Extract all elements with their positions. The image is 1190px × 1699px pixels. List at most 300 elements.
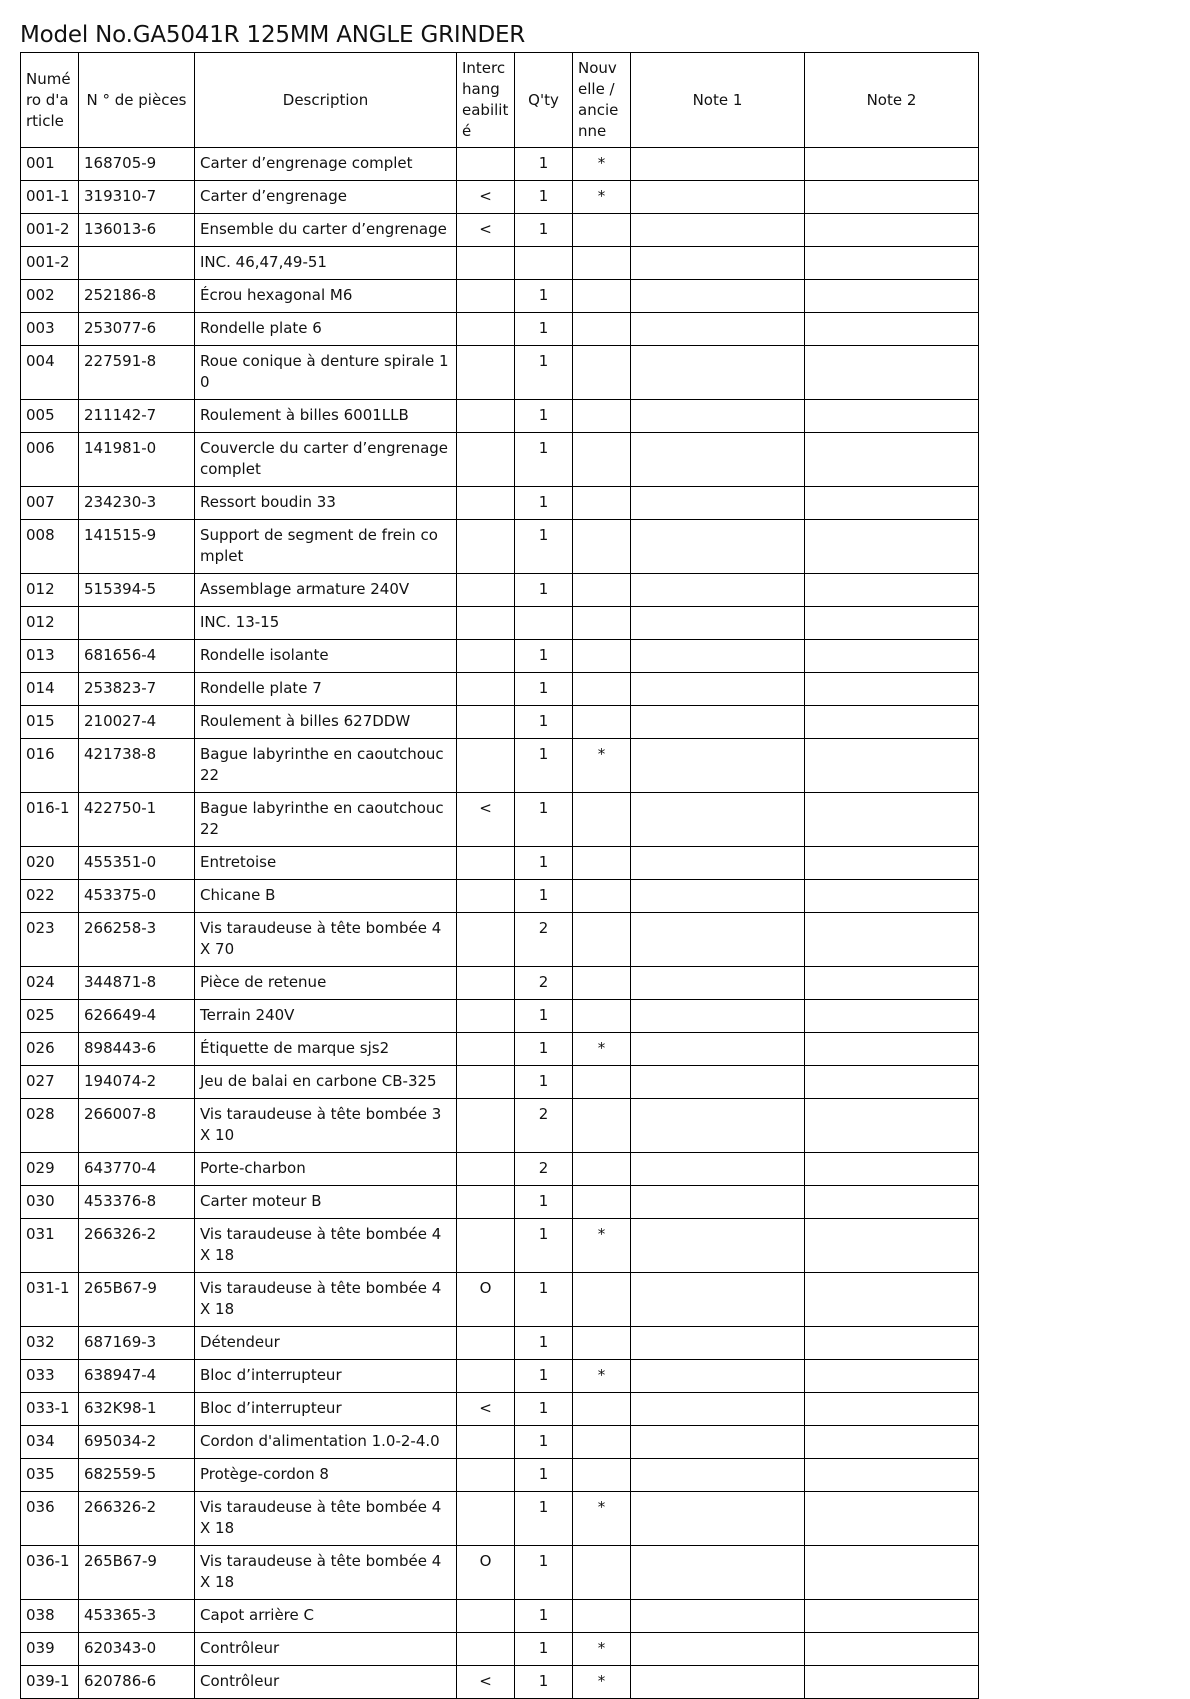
cell-note-1 bbox=[631, 346, 805, 400]
cell-item-no: 036-1 bbox=[21, 1546, 79, 1600]
cell-description: Protège-cordon 8 bbox=[195, 1459, 457, 1492]
cell-note-1 bbox=[631, 1360, 805, 1393]
cell-qty: 1 bbox=[515, 181, 573, 214]
cell-interchangeability bbox=[457, 148, 515, 181]
cell-qty: 1 bbox=[515, 148, 573, 181]
cell-note-2 bbox=[805, 346, 979, 400]
table-row bbox=[21, 739, 979, 793]
cell-new-old bbox=[573, 1273, 631, 1327]
table-row bbox=[21, 913, 979, 967]
cell-item-no: 008 bbox=[21, 520, 79, 574]
cell-note-2 bbox=[805, 1600, 979, 1633]
cell-description: Pièce de retenue bbox=[195, 967, 457, 1000]
cell-qty: 1 bbox=[515, 880, 573, 913]
table-row bbox=[21, 1600, 979, 1633]
table-row bbox=[21, 1546, 979, 1600]
cell-note-2 bbox=[805, 1393, 979, 1426]
table-row bbox=[21, 967, 979, 1000]
cell-new-old bbox=[573, 640, 631, 673]
cell-description: Bague labyrinthe en caoutchouc 22 bbox=[195, 739, 457, 793]
cell-description: Ressort boudin 33 bbox=[195, 487, 457, 520]
cell-description: Support de segment de frein co mplet bbox=[195, 520, 457, 574]
cell-part-no: 422750-1 bbox=[79, 793, 195, 847]
cell-item-no: 016-1 bbox=[21, 793, 79, 847]
cell-interchangeability bbox=[457, 433, 515, 487]
cell-interchangeability bbox=[457, 1153, 515, 1186]
table-row bbox=[21, 880, 979, 913]
table-row bbox=[21, 847, 979, 880]
cell-qty: 1 bbox=[515, 1186, 573, 1219]
table-row bbox=[21, 1186, 979, 1219]
header-note-2: Note 2 bbox=[805, 53, 979, 148]
cell-interchangeability bbox=[457, 346, 515, 400]
table-row bbox=[21, 148, 979, 181]
cell-description: Terrain 240V bbox=[195, 1000, 457, 1033]
cell-item-no: 026 bbox=[21, 1033, 79, 1066]
cell-description: Vis taraudeuse à tête bombée 3X 10 bbox=[195, 1099, 457, 1153]
cell-interchangeability bbox=[457, 1327, 515, 1360]
cell-new-old: * bbox=[573, 1492, 631, 1546]
cell-description: Roulement à billes 627DDW bbox=[195, 706, 457, 739]
cell-item-no: 005 bbox=[21, 400, 79, 433]
table-row bbox=[21, 793, 979, 847]
cell-item-no: 029 bbox=[21, 1153, 79, 1186]
cell-new-old bbox=[573, 1600, 631, 1633]
cell-item-no: 014 bbox=[21, 673, 79, 706]
cell-part-no: 638947-4 bbox=[79, 1360, 195, 1393]
cell-note-1 bbox=[631, 148, 805, 181]
cell-note-2 bbox=[805, 1099, 979, 1153]
table-row bbox=[21, 313, 979, 346]
cell-item-no: 015 bbox=[21, 706, 79, 739]
cell-description: Assemblage armature 240V bbox=[195, 574, 457, 607]
cell-description: Roulement à billes 6001LLB bbox=[195, 400, 457, 433]
cell-part-no: 141515-9 bbox=[79, 520, 195, 574]
cell-description: Couvercle du carter d’engrenage complet bbox=[195, 433, 457, 487]
cell-note-2 bbox=[805, 520, 979, 574]
cell-new-old bbox=[573, 1153, 631, 1186]
cell-note-1 bbox=[631, 487, 805, 520]
cell-qty: 1 bbox=[515, 673, 573, 706]
cell-part-no bbox=[79, 247, 195, 280]
cell-interchangeability bbox=[457, 1066, 515, 1099]
cell-interchangeability bbox=[457, 607, 515, 640]
cell-qty: 1 bbox=[515, 433, 573, 487]
cell-part-no: 266007-8 bbox=[79, 1099, 195, 1153]
cell-qty: 1 bbox=[515, 706, 573, 739]
cell-part-no: 319310-7 bbox=[79, 181, 195, 214]
cell-note-1 bbox=[631, 1546, 805, 1600]
cell-new-old: * bbox=[573, 1219, 631, 1273]
cell-part-no: 682559-5 bbox=[79, 1459, 195, 1492]
cell-description: Écrou hexagonal M6 bbox=[195, 280, 457, 313]
cell-note-1 bbox=[631, 847, 805, 880]
table-row bbox=[21, 214, 979, 247]
cell-description: INC. 13-15 bbox=[195, 607, 457, 640]
parts-table-body bbox=[21, 148, 979, 1699]
table-row bbox=[21, 706, 979, 739]
cell-part-no: 455351-0 bbox=[79, 847, 195, 880]
cell-qty: 1 bbox=[515, 1000, 573, 1033]
cell-new-old bbox=[573, 1186, 631, 1219]
cell-qty: 1 bbox=[515, 1273, 573, 1327]
cell-note-2 bbox=[805, 1327, 979, 1360]
cell-note-1 bbox=[631, 673, 805, 706]
cell-note-2 bbox=[805, 1273, 979, 1327]
table-row bbox=[21, 433, 979, 487]
cell-new-old: * bbox=[573, 181, 631, 214]
cell-interchangeability bbox=[457, 1633, 515, 1666]
cell-part-no: 252186-8 bbox=[79, 280, 195, 313]
cell-part-no: 253823-7 bbox=[79, 673, 195, 706]
cell-interchangeability bbox=[457, 913, 515, 967]
cell-note-2 bbox=[805, 913, 979, 967]
cell-item-no: 036 bbox=[21, 1492, 79, 1546]
cell-new-old bbox=[573, 607, 631, 640]
cell-part-no: 266326-2 bbox=[79, 1492, 195, 1546]
cell-part-no: 453376-8 bbox=[79, 1186, 195, 1219]
cell-note-1 bbox=[631, 1186, 805, 1219]
cell-note-1 bbox=[631, 793, 805, 847]
cell-qty: 1 bbox=[515, 1327, 573, 1360]
cell-qty: 1 bbox=[515, 847, 573, 880]
header-new-old: Nouv elle / ancie nne bbox=[573, 53, 631, 148]
cell-item-no: 006 bbox=[21, 433, 79, 487]
cell-item-no: 034 bbox=[21, 1426, 79, 1459]
cell-qty: 1 bbox=[515, 1033, 573, 1066]
cell-description: Rondelle plate 6 bbox=[195, 313, 457, 346]
cell-description: Roue conique à denture spirale 1 0 bbox=[195, 346, 457, 400]
cell-item-no: 039-1 bbox=[21, 1666, 79, 1699]
cell-note-2 bbox=[805, 148, 979, 181]
table-row bbox=[21, 1066, 979, 1099]
cell-qty: 2 bbox=[515, 1099, 573, 1153]
cell-note-1 bbox=[631, 313, 805, 346]
table-row bbox=[21, 1492, 979, 1546]
cell-description: Ensemble du carter d’engrenage bbox=[195, 214, 457, 247]
cell-part-no: 632K98-1 bbox=[79, 1393, 195, 1426]
cell-description: Étiquette de marque sjs2 bbox=[195, 1033, 457, 1066]
cell-note-1 bbox=[631, 1459, 805, 1492]
table-row bbox=[21, 487, 979, 520]
cell-note-2 bbox=[805, 1219, 979, 1273]
cell-part-no: 898443-6 bbox=[79, 1033, 195, 1066]
cell-new-old bbox=[573, 1000, 631, 1033]
cell-part-no: 253077-6 bbox=[79, 313, 195, 346]
cell-item-no: 001-1 bbox=[21, 181, 79, 214]
cell-interchangeability: O bbox=[457, 1273, 515, 1327]
cell-description: Carter moteur B bbox=[195, 1186, 457, 1219]
cell-item-no: 023 bbox=[21, 913, 79, 967]
table-row bbox=[21, 1099, 979, 1153]
cell-new-old bbox=[573, 913, 631, 967]
cell-interchangeability: < bbox=[457, 793, 515, 847]
cell-qty: 1 bbox=[515, 640, 573, 673]
cell-qty: 2 bbox=[515, 967, 573, 1000]
cell-note-1 bbox=[631, 913, 805, 967]
cell-item-no: 038 bbox=[21, 1600, 79, 1633]
cell-interchangeability bbox=[457, 487, 515, 520]
cell-qty: 1 bbox=[515, 1426, 573, 1459]
cell-interchangeability: < bbox=[457, 214, 515, 247]
cell-note-1 bbox=[631, 1033, 805, 1066]
cell-note-2 bbox=[805, 1492, 979, 1546]
cell-note-2 bbox=[805, 574, 979, 607]
cell-interchangeability bbox=[457, 640, 515, 673]
cell-interchangeability bbox=[457, 1492, 515, 1546]
cell-new-old bbox=[573, 1393, 631, 1426]
cell-new-old bbox=[573, 520, 631, 574]
cell-new-old: * bbox=[573, 1360, 631, 1393]
cell-note-1 bbox=[631, 706, 805, 739]
cell-description: Rondelle isolante bbox=[195, 640, 457, 673]
cell-note-2 bbox=[805, 487, 979, 520]
cell-item-no: 031-1 bbox=[21, 1273, 79, 1327]
cell-item-no: 032 bbox=[21, 1327, 79, 1360]
table-row bbox=[21, 1273, 979, 1327]
cell-qty: 1 bbox=[515, 1219, 573, 1273]
cell-interchangeability bbox=[457, 1000, 515, 1033]
cell-item-no: 033-1 bbox=[21, 1393, 79, 1426]
table-row bbox=[21, 400, 979, 433]
cell-description: Cordon d'alimentation 1.0-2-4.0 bbox=[195, 1426, 457, 1459]
cell-new-old bbox=[573, 1459, 631, 1492]
cell-interchangeability bbox=[457, 673, 515, 706]
cell-note-2 bbox=[805, 400, 979, 433]
cell-interchangeability: < bbox=[457, 181, 515, 214]
cell-interchangeability bbox=[457, 400, 515, 433]
cell-note-2 bbox=[805, 640, 979, 673]
cell-description: Chicane B bbox=[195, 880, 457, 913]
cell-part-no: 234230-3 bbox=[79, 487, 195, 520]
cell-qty: 1 bbox=[515, 280, 573, 313]
cell-qty: 1 bbox=[515, 793, 573, 847]
cell-interchangeability bbox=[457, 520, 515, 574]
cell-description: Carter d’engrenage bbox=[195, 181, 457, 214]
cell-note-1 bbox=[631, 280, 805, 313]
table-row bbox=[21, 640, 979, 673]
cell-note-2 bbox=[805, 1426, 979, 1459]
cell-part-no: 421738-8 bbox=[79, 739, 195, 793]
cell-new-old bbox=[573, 1426, 631, 1459]
table-row bbox=[21, 1360, 979, 1393]
table-row bbox=[21, 1666, 979, 1699]
cell-note-1 bbox=[631, 739, 805, 793]
cell-interchangeability bbox=[457, 1426, 515, 1459]
cell-item-no: 027 bbox=[21, 1066, 79, 1099]
cell-part-no: 266326-2 bbox=[79, 1219, 195, 1273]
table-row bbox=[21, 1393, 979, 1426]
cell-part-no: 515394-5 bbox=[79, 574, 195, 607]
cell-note-2 bbox=[805, 433, 979, 487]
cell-item-no: 003 bbox=[21, 313, 79, 346]
cell-part-no: 266258-3 bbox=[79, 913, 195, 967]
cell-note-1 bbox=[631, 1426, 805, 1459]
table-row bbox=[21, 1153, 979, 1186]
cell-part-no: 620343-0 bbox=[79, 1633, 195, 1666]
cell-part-no: 453375-0 bbox=[79, 880, 195, 913]
cell-description: Contrôleur bbox=[195, 1666, 457, 1699]
cell-part-no: 453365-3 bbox=[79, 1600, 195, 1633]
cell-note-2 bbox=[805, 280, 979, 313]
cell-new-old bbox=[573, 433, 631, 487]
cell-item-no: 033 bbox=[21, 1360, 79, 1393]
cell-description: Vis taraudeuse à tête bombée 4X 18 bbox=[195, 1273, 457, 1327]
cell-qty: 1 bbox=[515, 313, 573, 346]
cell-new-old bbox=[573, 313, 631, 346]
cell-item-no: 031 bbox=[21, 1219, 79, 1273]
cell-note-1 bbox=[631, 1153, 805, 1186]
cell-note-2 bbox=[805, 1633, 979, 1666]
cell-part-no: 210027-4 bbox=[79, 706, 195, 739]
cell-note-2 bbox=[805, 1666, 979, 1699]
cell-note-2 bbox=[805, 1546, 979, 1600]
cell-qty: 1 bbox=[515, 346, 573, 400]
cell-interchangeability bbox=[457, 1033, 515, 1066]
cell-description: Capot arrière C bbox=[195, 1600, 457, 1633]
cell-part-no: 194074-2 bbox=[79, 1066, 195, 1099]
cell-qty: 1 bbox=[515, 1633, 573, 1666]
cell-note-1 bbox=[631, 1000, 805, 1033]
table-header-row bbox=[21, 53, 979, 148]
cell-note-1 bbox=[631, 247, 805, 280]
cell-new-old: * bbox=[573, 1666, 631, 1699]
cell-item-no: 024 bbox=[21, 967, 79, 1000]
cell-note-1 bbox=[631, 1393, 805, 1426]
cell-description: Jeu de balai en carbone CB-325 bbox=[195, 1066, 457, 1099]
cell-part-no bbox=[79, 607, 195, 640]
cell-new-old bbox=[573, 793, 631, 847]
cell-note-1 bbox=[631, 640, 805, 673]
table-row bbox=[21, 1459, 979, 1492]
cell-item-no: 020 bbox=[21, 847, 79, 880]
cell-qty: 2 bbox=[515, 1153, 573, 1186]
header-part-no: N ° de pièces bbox=[79, 53, 195, 148]
cell-qty: 1 bbox=[515, 1546, 573, 1600]
cell-interchangeability bbox=[457, 847, 515, 880]
cell-qty: 1 bbox=[515, 1360, 573, 1393]
cell-qty bbox=[515, 247, 573, 280]
cell-description: Carter d’engrenage complet bbox=[195, 148, 457, 181]
cell-interchangeability: O bbox=[457, 1546, 515, 1600]
cell-part-no: 695034-2 bbox=[79, 1426, 195, 1459]
cell-item-no: 007 bbox=[21, 487, 79, 520]
cell-new-old bbox=[573, 880, 631, 913]
cell-description: Porte-charbon bbox=[195, 1153, 457, 1186]
cell-note-1 bbox=[631, 880, 805, 913]
cell-description: Vis taraudeuse à tête bombée 4X 18 bbox=[195, 1219, 457, 1273]
cell-item-no: 035 bbox=[21, 1459, 79, 1492]
cell-item-no: 022 bbox=[21, 880, 79, 913]
header-qty: Q'ty bbox=[515, 53, 573, 148]
cell-qty: 1 bbox=[515, 1600, 573, 1633]
cell-description: Vis taraudeuse à tête bombée 4X 18 bbox=[195, 1492, 457, 1546]
cell-interchangeability bbox=[457, 1219, 515, 1273]
table-row bbox=[21, 1033, 979, 1066]
cell-note-2 bbox=[805, 1360, 979, 1393]
cell-note-1 bbox=[631, 1633, 805, 1666]
cell-note-1 bbox=[631, 1066, 805, 1099]
table-row bbox=[21, 574, 979, 607]
cell-item-no: 028 bbox=[21, 1099, 79, 1153]
cell-description: Bloc d’interrupteur bbox=[195, 1393, 457, 1426]
cell-new-old bbox=[573, 847, 631, 880]
header-interchangeability: Interc hang eabilit é bbox=[457, 53, 515, 148]
cell-part-no: 136013-6 bbox=[79, 214, 195, 247]
cell-note-1 bbox=[631, 1327, 805, 1360]
table-row bbox=[21, 247, 979, 280]
cell-item-no: 001-2 bbox=[21, 214, 79, 247]
cell-interchangeability bbox=[457, 1360, 515, 1393]
cell-interchangeability bbox=[457, 574, 515, 607]
cell-item-no: 013 bbox=[21, 640, 79, 673]
cell-new-old bbox=[573, 280, 631, 313]
cell-interchangeability bbox=[457, 967, 515, 1000]
cell-note-1 bbox=[631, 967, 805, 1000]
cell-note-1 bbox=[631, 214, 805, 247]
header-description: Description bbox=[195, 53, 457, 148]
cell-interchangeability bbox=[457, 247, 515, 280]
page-title: Model No.GA5041R 125MM ANGLE GRINDER bbox=[20, 22, 526, 48]
cell-new-old: * bbox=[573, 739, 631, 793]
cell-new-old bbox=[573, 1327, 631, 1360]
cell-note-2 bbox=[805, 181, 979, 214]
cell-note-2 bbox=[805, 1153, 979, 1186]
cell-interchangeability bbox=[457, 706, 515, 739]
cell-note-2 bbox=[805, 739, 979, 793]
table-row bbox=[21, 607, 979, 640]
cell-new-old bbox=[573, 706, 631, 739]
cell-note-2 bbox=[805, 967, 979, 1000]
cell-note-1 bbox=[631, 433, 805, 487]
table-row bbox=[21, 280, 979, 313]
cell-description: Bloc d’interrupteur bbox=[195, 1360, 457, 1393]
table-row bbox=[21, 1000, 979, 1033]
cell-interchangeability bbox=[457, 1459, 515, 1492]
cell-note-1 bbox=[631, 1099, 805, 1153]
cell-new-old bbox=[573, 346, 631, 400]
cell-interchangeability: < bbox=[457, 1393, 515, 1426]
cell-new-old: * bbox=[573, 1033, 631, 1066]
cell-interchangeability bbox=[457, 880, 515, 913]
cell-note-2 bbox=[805, 313, 979, 346]
cell-note-2 bbox=[805, 1066, 979, 1099]
cell-part-no: 265B67-9 bbox=[79, 1273, 195, 1327]
table-row bbox=[21, 1327, 979, 1360]
cell-note-1 bbox=[631, 1492, 805, 1546]
cell-description: Bague labyrinthe en caoutchouc 22 bbox=[195, 793, 457, 847]
cell-item-no: 030 bbox=[21, 1186, 79, 1219]
cell-new-old bbox=[573, 400, 631, 433]
cell-interchangeability bbox=[457, 739, 515, 793]
cell-new-old bbox=[573, 574, 631, 607]
cell-description: INC. 46,47,49-51 bbox=[195, 247, 457, 280]
cell-part-no: 141981-0 bbox=[79, 433, 195, 487]
cell-note-1 bbox=[631, 1600, 805, 1633]
cell-note-2 bbox=[805, 247, 979, 280]
cell-new-old bbox=[573, 967, 631, 1000]
cell-item-no: 002 bbox=[21, 280, 79, 313]
cell-part-no: 211142-7 bbox=[79, 400, 195, 433]
table-row bbox=[21, 673, 979, 706]
cell-new-old bbox=[573, 1066, 631, 1099]
cell-note-1 bbox=[631, 574, 805, 607]
cell-qty: 1 bbox=[515, 574, 573, 607]
cell-note-2 bbox=[805, 1459, 979, 1492]
cell-note-1 bbox=[631, 607, 805, 640]
cell-new-old bbox=[573, 1099, 631, 1153]
cell-description: Détendeur bbox=[195, 1327, 457, 1360]
